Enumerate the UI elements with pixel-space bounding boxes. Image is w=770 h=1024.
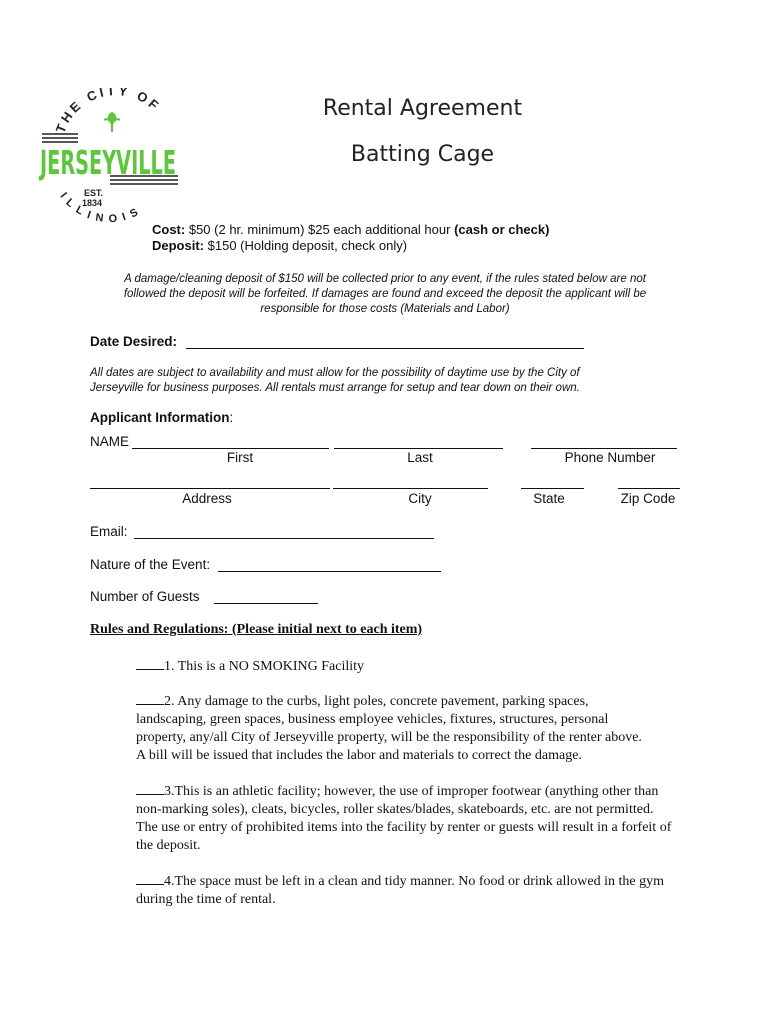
city-field[interactable]: [333, 488, 488, 489]
phone-caption: Phone Number: [564, 450, 656, 465]
last-name-field[interactable]: [334, 448, 503, 449]
city-seal-graphic: [38, 88, 184, 224]
page-title: Rental Agreement: [322, 96, 523, 121]
rule-item-1: [136, 657, 681, 676]
applicant-heading: [90, 410, 233, 425]
phone-number-field[interactable]: [531, 448, 677, 449]
rule-1-initial-field[interactable]: [136, 657, 164, 670]
logo-est: EST.: [84, 188, 104, 198]
rule-2-initial-field[interactable]: [136, 692, 164, 705]
city-caption: City: [408, 491, 432, 506]
rule-item-3: [136, 782, 676, 855]
cost-text: $50 (2 hr. minimum) $25 each additional hour: [188, 222, 451, 237]
logo-arc-top: THE CITY OF: [52, 88, 164, 136]
notice-line-3: responsible for those costs (Materials and Labor): [260, 303, 510, 315]
zip-caption: Zip Code: [620, 491, 676, 506]
notice-line-2: followed the deposit will be forfeited. If damages are found and exceed the deposit the applicant will be: [123, 288, 647, 300]
deposit-text: $150 (Holding deposit, check only): [207, 238, 408, 253]
date-desired-field[interactable]: [186, 348, 584, 349]
cost-label: Cost:: [152, 222, 186, 237]
deposit-label: Deposit:: [152, 238, 204, 253]
page-subtitle: Batting Cage: [350, 142, 495, 167]
notice-line-1: A damage/cleaning deposit of $150 will be collected prior to any event, if the rules stated below are not: [124, 273, 646, 285]
rule-2-text: 2. Any damage to the curbs, light poles, concrete pavement, parking spaces, landscaping, green spaces, business employee vehicles, fixtures, structures, personal property, any/all City of Jerseyville property, will be the responsibility of the renter above. A bill will be issued that includes the labor and materials to correct the damage.: [136, 694, 642, 763]
address-field[interactable]: [90, 488, 330, 489]
rule-3-text: 3.This is an athletic facility; however, the use of improper footwear (anything other than non-marking soles), cleats, bicycles, roller skates/blades, skateboards, etc. are not permitted. The use or entry of prohibited items into the facility by renter or guests will result in a forfeit of the deposit.: [136, 784, 672, 853]
event-nature-label: Nature of the Event:: [90, 557, 211, 572]
cost-line: [152, 222, 652, 237]
deposit-notice: [80, 272, 690, 317]
guests-field[interactable]: [214, 603, 318, 604]
date-note: [90, 366, 690, 396]
rule-item-2: [136, 692, 646, 765]
email-label: Email:: [90, 524, 128, 539]
logo-arc-bottom: ILLINOIS: [57, 190, 146, 224]
rule-1-text: 1. This is a NO SMOKING Facility: [164, 659, 365, 674]
state-caption: State: [533, 491, 565, 506]
logo-name: JERSEYVILLE: [38, 143, 177, 182]
rule-item-4: [136, 872, 681, 909]
leaf-icon: [104, 112, 120, 132]
rule-4-text: 4.The space must be left in a clean and tidy manner. No food or drink allowed in the gym during the time of rental.: [136, 874, 664, 907]
applicant-heading-colon: :: [229, 410, 234, 425]
last-caption: Last: [407, 450, 433, 465]
state-field[interactable]: [521, 488, 584, 489]
date-desired-label: Date Desired:: [90, 334, 178, 349]
deposit-line: [152, 238, 652, 253]
applicant-heading-text: Applicant Information: [90, 410, 230, 425]
rules-heading: Rules and Regulations: (Please initial next to each item): [90, 622, 423, 637]
guests-label: Number of Guests: [90, 589, 200, 604]
date-note-line-1: All dates are subject to availability and must allow for the possibility of daytime use by the City of: [90, 367, 580, 379]
rule-3-initial-field[interactable]: [136, 782, 164, 795]
address-caption: Address: [182, 491, 232, 506]
name-label: NAME: [90, 434, 130, 449]
logo-year: 1834: [82, 198, 103, 208]
email-field[interactable]: [134, 538, 434, 539]
date-note-line-2: Jerseyville for business purposes. All rentals must arrange for setup and tear down on their own.: [90, 382, 580, 394]
rule-4-initial-field[interactable]: [136, 872, 164, 885]
zip-field[interactable]: [618, 488, 680, 489]
city-logo: [38, 88, 184, 224]
event-nature-field[interactable]: [218, 571, 441, 572]
svg-text:THE CITY OF: [53, 88, 164, 135]
cost-payment: (cash or check): [454, 222, 550, 237]
first-caption: First: [226, 450, 254, 465]
first-name-field[interactable]: [132, 448, 329, 449]
